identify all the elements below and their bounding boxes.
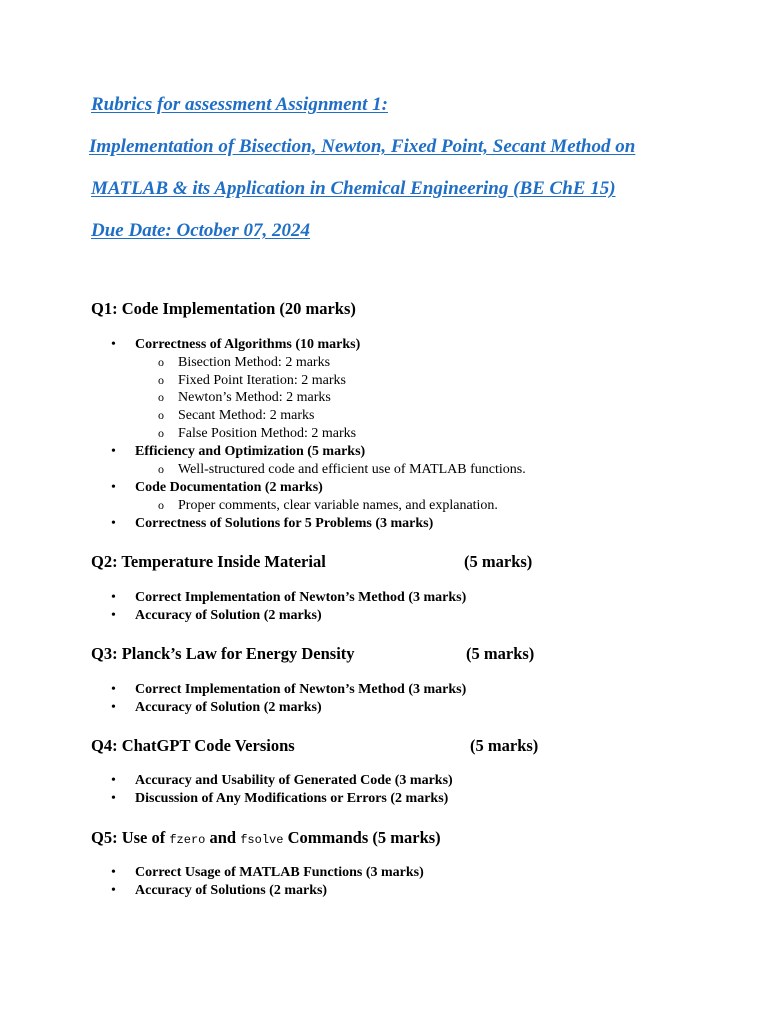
q3-heading: Q3: Planck’s Law for Energy Density <box>91 644 355 663</box>
q1-sub-newton: o Newton’s Method: 2 marks <box>158 390 331 405</box>
q3-item-1: • Correct Implementation of Newton’s Method (3 marks) <box>111 682 466 698</box>
q2-item-2: • Accuracy of Solution (2 marks) <box>111 608 322 624</box>
q4-item-1: • Accuracy and Usability of Generated Code (3 marks) <box>111 773 453 789</box>
q1-sub-documentation: o Proper comments, clear variable names, and explanation. <box>158 498 498 513</box>
q5-heading: Q5: Use of fzero and fsolve Commands (5 marks) <box>91 828 441 847</box>
q1-item-efficiency: • Efficiency and Optimization (5 marks) <box>111 444 365 460</box>
q1-sub-fixed-point: o Fixed Point Iteration: 2 marks <box>158 373 346 388</box>
q1-item-solutions: • Correctness of Solutions for 5 Problems (3 marks) <box>111 516 433 532</box>
q1-item-documentation: • Code Documentation (2 marks) <box>111 480 323 496</box>
q1-sub-efficiency: o Well-structured code and efficient use of MATLAB functions. <box>158 462 526 477</box>
q4-item-2: • Discussion of Any Modifications or Errors (2 marks) <box>111 791 448 807</box>
fzero-command: fzero <box>169 833 206 847</box>
q1-item-algorithms: • Correctness of Algorithms (10 marks) <box>111 337 360 353</box>
q2-item-1: • Correct Implementation of Newton’s Method (3 marks) <box>111 590 466 606</box>
q2-marks: (5 marks) <box>464 552 533 571</box>
q5-item-2: • Accuracy of Solutions (2 marks) <box>111 883 327 899</box>
q1-heading: Q1: Code Implementation (20 marks) <box>91 299 356 318</box>
q1-sub-secant: o Secant Method: 2 marks <box>158 408 315 423</box>
q4-heading: Q4: ChatGPT Code Versions <box>91 736 295 755</box>
q3-item-2: • Accuracy of Solution (2 marks) <box>111 700 322 716</box>
q1-sub-false-position: o False Position Method: 2 marks <box>158 426 357 441</box>
q1-sub-bisection: o Bisection Method: 2 marks <box>158 355 331 370</box>
title-line-2[interactable]: Implementation of Bisection, Newton, Fixed Point, Secant Method on <box>89 136 636 157</box>
due-date[interactable]: Due Date: October 07, 2024 <box>91 220 310 241</box>
title-line-3[interactable]: MATLAB & its Application in Chemical Engineering (BE ChE 15) <box>91 178 616 199</box>
q5-item-1: • Correct Usage of MATLAB Functions (3 marks) <box>111 865 424 881</box>
q2-heading: Q2: Temperature Inside Material <box>91 552 326 571</box>
q3-marks: (5 marks) <box>466 644 535 663</box>
q4-marks: (5 marks) <box>470 736 539 755</box>
fsolve-command: fsolve <box>240 833 284 847</box>
title-line-1[interactable]: Rubrics for assessment Assignment 1: <box>91 94 389 115</box>
